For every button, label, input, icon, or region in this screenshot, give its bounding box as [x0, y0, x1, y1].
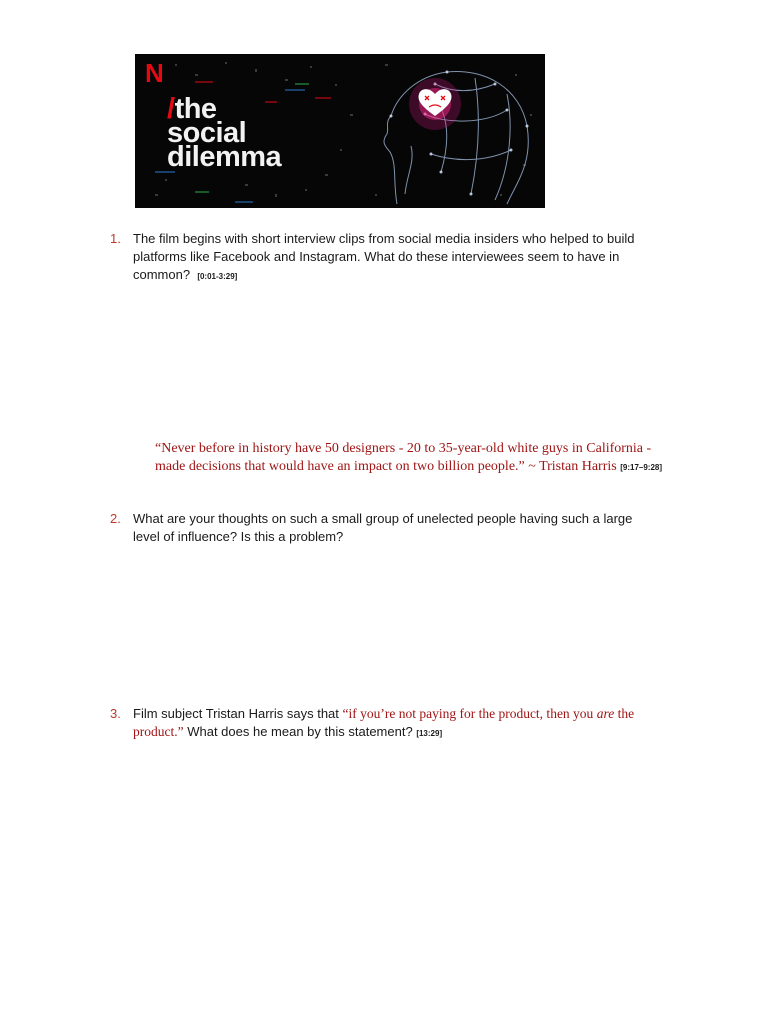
question-text: [133, 230, 653, 286]
banner-title-line-3: dilemma: [167, 141, 282, 173]
question-number: 2.: [110, 511, 121, 526]
netflix-logo: N: [145, 58, 164, 88]
quote-text: “Never before in history have 50 designers - 20 to 35-year-old white guys in California - made decisions that would have an impact on two billion people.” ~ Tristan Harris: [155, 441, 652, 474]
question-2-body: What are your thoughts on such a small group of unelected people having such a large level of influence? Is this a problem?: [133, 511, 633, 544]
quote-timestamp: [9:17–9:28]: [620, 463, 663, 472]
timestamp: [0:01-3:29]: [197, 272, 238, 281]
harris-quote-emphasis: are: [596, 706, 615, 721]
question-text: [133, 705, 653, 743]
harris-quote-part-2: the product.”: [133, 706, 635, 739]
featured-quote: [155, 440, 665, 477]
question-3-ask: What does he mean by this statement?: [183, 724, 413, 739]
question-1-body: The film begins with short interview clips from social media insiders who helped to build platforms like Facebook and Instagram. What do these interviewees seem to have in common?: [133, 231, 635, 282]
question-number: 3.: [110, 706, 121, 721]
timestamp: [13:29]: [416, 729, 443, 738]
banner-title-slash: /: [167, 93, 175, 125]
question-3-intro: Film subject Tristan Harris says that: [133, 706, 343, 721]
documentary-banner-image: [135, 54, 545, 208]
question-number: 1.: [110, 231, 121, 246]
harris-quote-part-1: “if you’re not paying for the product, then you: [342, 706, 597, 721]
banner-title-word-the: the: [174, 93, 217, 125]
banner-title-line-2: social: [167, 117, 247, 149]
